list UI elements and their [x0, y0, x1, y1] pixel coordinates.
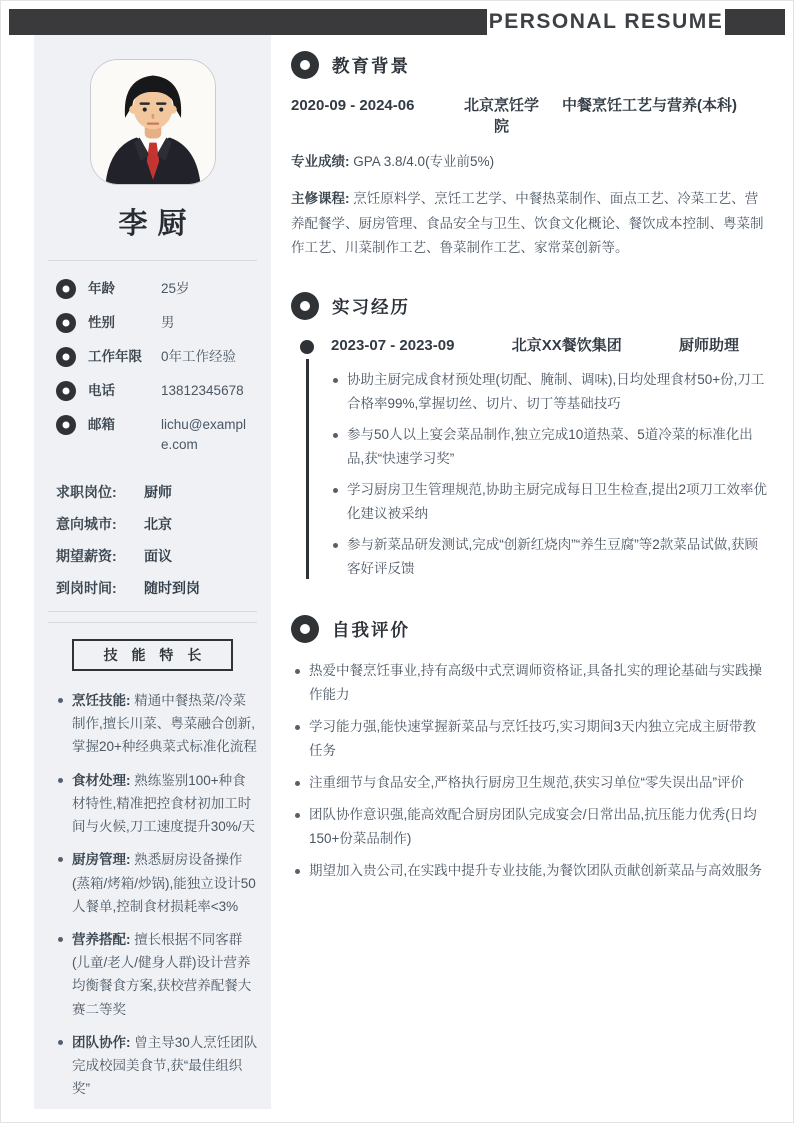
donut-circle-icon [56, 313, 76, 333]
skill-desc: 擅长根据不同客群(儿童/老人/健身人群)设计营养均衡餐食方案,获校营养配餐大赛二等奖 [72, 931, 252, 1017]
gpa-line [291, 150, 767, 174]
info-value: 25岁 [161, 281, 190, 296]
intent-label: 意向城市: [56, 516, 117, 532]
list-item [295, 803, 767, 851]
donut-circle-icon [291, 51, 319, 79]
dot-bullet-icon [58, 857, 63, 862]
skill-item [58, 1031, 259, 1101]
info-value: 0年工作经验 [161, 349, 237, 364]
info-row-email [56, 415, 271, 455]
bullet-text: 团队协作意识强,能高效配合厨房团队完成宴会/日常出品,抗压能力优秀(日均150+份菜品制作) [309, 807, 757, 847]
skill-text [72, 1031, 259, 1101]
bullet-text: 学习能力强,能快速掌握新菜品与烹饪技巧,实习期间3天内独立完成主厨带教任务 [309, 719, 757, 759]
info-value: 男 [161, 315, 175, 330]
sidebar [34, 35, 271, 1109]
skills-title: 技 能 特 长 [103, 647, 207, 663]
intent-value: 厨师 [144, 484, 172, 500]
internship-bullets [331, 368, 767, 581]
skill-text [72, 928, 259, 1021]
bullet-text: 学习厨房卫生管理规范,协助主厨完成每日卫生检查,提出2项刀工效率优化建议被采纳 [347, 482, 768, 522]
intent-row-availability [56, 579, 271, 598]
skill-item [58, 769, 259, 839]
dot-bullet-icon [58, 1040, 63, 1045]
intent-row-position [56, 483, 271, 502]
education-header [291, 51, 767, 79]
info-row-age [56, 279, 271, 299]
sidebar-divider [48, 622, 257, 623]
skill-label: 团队协作: [72, 1034, 131, 1050]
internship-entry [291, 336, 767, 581]
banner-title-box [487, 1, 725, 43]
info-label: 年龄 [88, 281, 115, 296]
phone-value: 13812345678 [161, 383, 244, 398]
donut-circle-icon [291, 615, 319, 643]
dot-bullet-icon [295, 725, 300, 730]
skill-item [58, 928, 259, 1021]
bullet-text: 期望加入贵公司,在实践中提升专业技能,为餐饮团队贡献创新菜品与高效服务 [309, 863, 763, 879]
skill-item [58, 689, 259, 759]
dot-bullet-icon [295, 781, 300, 786]
dot-bullet-icon [333, 543, 338, 548]
skill-text [72, 769, 259, 839]
donut-circle-icon [56, 381, 76, 401]
internship-entry-header [331, 336, 767, 356]
courses-line [291, 187, 767, 260]
skill-text [72, 848, 259, 918]
dot-bullet-icon [333, 488, 338, 493]
education-major: 中餐烹饪工艺与营养(本科) [562, 97, 737, 114]
main-column [291, 51, 767, 891]
avatar [90, 59, 216, 185]
dot-bullet-icon [295, 669, 300, 674]
intent-value: 北京 [144, 516, 172, 532]
skill-label: 厨房管理: [72, 852, 131, 868]
timeline-dot-icon [300, 340, 314, 354]
info-label: 邮箱 [88, 417, 115, 432]
list-item [295, 771, 767, 795]
internship-company: 北京XX餐饮集团 [511, 337, 622, 355]
evaluation-bullets [291, 659, 767, 883]
internship-role: 厨师助理 [678, 337, 739, 355]
list-item [333, 533, 767, 581]
intent-value: 随时到岗 [144, 580, 200, 596]
info-label: 性别 [88, 315, 115, 330]
donut-circle-icon [56, 415, 76, 435]
dot-bullet-icon [333, 378, 338, 383]
internship-header [291, 292, 767, 320]
intent-label: 期望薪资: [56, 548, 117, 564]
list-item [295, 715, 767, 763]
intent-label: 到岗时间: [56, 580, 117, 596]
avatar-illustration-icon [91, 60, 215, 184]
skill-desc: 曾主导30人烹饪团队完成校园美食节,获“最佳组织奖” [72, 1034, 258, 1097]
gpa-label: 专业成绩: [291, 154, 350, 169]
sidebar-divider [48, 260, 257, 261]
skill-desc: 熟悉厨房设备操作(蒸箱/烤箱/炒锅),能独立设计50人餐单,控制食材损耗率<3% [72, 852, 256, 914]
info-row-phone [56, 381, 271, 401]
education-entry-row [291, 95, 767, 137]
intent-row-salary [56, 547, 271, 566]
skill-label: 烹饪技能: [72, 693, 131, 708]
education-period: 2020-09 - 2024-06 [291, 97, 415, 114]
list-item [333, 368, 767, 416]
intent-row-city [56, 515, 271, 534]
dot-bullet-icon [58, 698, 63, 703]
section-education [291, 51, 767, 260]
dot-bullet-icon [295, 813, 300, 818]
bullet-text: 注重细节与食品安全,严格执行厨房卫生规范,获实习单位“零失误出品”评价 [309, 775, 744, 791]
dot-bullet-icon [58, 937, 63, 942]
list-item [333, 423, 767, 471]
list-item [295, 859, 767, 883]
skill-label: 营养搭配: [72, 931, 131, 947]
gpa-value: GPA 3.8/4.0(专业前5%) [353, 154, 495, 169]
section-evaluation [291, 615, 767, 883]
dot-bullet-icon [333, 433, 338, 438]
bullet-text: 参与50人以上宴会菜品制作,独立完成10道热菜、5道冷菜的标准化出品,获“快速学习奖” [347, 427, 753, 467]
skill-item [58, 848, 259, 918]
internship-period: 2023-07 - 2023-09 [331, 337, 455, 355]
skill-desc: 熟练鉴别100+种食材特性,精准把控食材初加工时间与火候,刀工速度提升30%/天 [72, 772, 256, 835]
sidebar-divider [48, 611, 257, 612]
candidate-name: 李厨 [118, 208, 197, 240]
skills-title-box [72, 639, 233, 671]
skill-label: 食材处理: [72, 772, 131, 788]
list-item [295, 659, 767, 707]
info-label: 电话 [88, 383, 115, 398]
section-title: 自我评价 [332, 619, 410, 640]
info-row-gender [56, 313, 271, 333]
banner-title: PERSONAL RESUME [488, 10, 724, 33]
skill-text [72, 689, 259, 759]
bullet-text: 参与新菜品研发测试,完成“创新红烧肉”“养生豆腐”等2款菜品试做,获顾客好评反馈 [347, 537, 758, 577]
section-title: 实习经历 [332, 296, 410, 317]
bullet-text: 协助主厨完成食材预处理(切配、腌制、调味),日均处理食材50+份,刀工合格率99%,掌握切丝、切片、切丁等基础技巧 [347, 372, 765, 412]
courses-label: 主修课程: [291, 191, 350, 207]
dot-bullet-icon [295, 869, 300, 874]
skill-desc: 精通中餐热菜/冷菜制作,擅长川菜、粤菜融合创新,掌握20+种经典菜式标准化流程 [72, 693, 257, 755]
list-item [333, 478, 767, 526]
dot-bullet-icon [58, 778, 63, 783]
donut-circle-icon [56, 347, 76, 367]
donut-circle-icon [291, 292, 319, 320]
courses-value: 烹饪原料学、烹饪工艺学、中餐热菜制作、面点工艺、冷菜工艺、营养配餐学、厨房管理、食品安全与卫生、饮食文化概论、餐饮成本控制、粤菜制作工艺、川菜制作工艺、鲁菜制作工艺、家常菜创新等。 [291, 191, 764, 255]
section-title: 教育背景 [332, 55, 410, 76]
intent-label: 求职岗位: [56, 484, 117, 500]
education-school: 北京烹饪学院 [463, 97, 539, 135]
intent-value: 面议 [144, 548, 172, 564]
email-value: lichu@example.com [161, 417, 246, 452]
section-internship [291, 292, 767, 581]
bullet-text: 热爱中餐烹饪事业,持有高级中式烹调师资格证,具备扎实的理论基础与实践操作能力 [309, 663, 763, 703]
donut-circle-icon [56, 279, 76, 299]
info-label: 工作年限 [88, 349, 142, 364]
info-row-experience [56, 347, 271, 367]
evaluation-header [291, 615, 767, 643]
